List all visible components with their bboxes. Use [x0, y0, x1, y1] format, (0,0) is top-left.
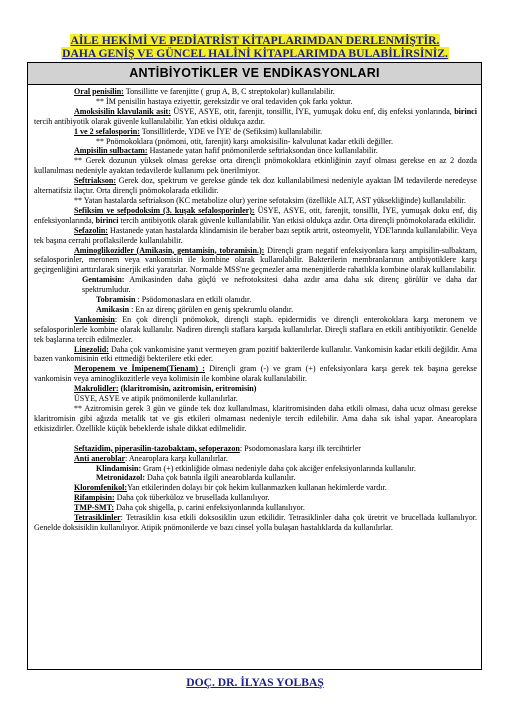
text-klindamisin: Gram (+) etkinliğide olması nedeniyle daha çok akciğer enfeksiyonlarında kullanılır.	[141, 463, 416, 473]
text-rifampisin: Daha çok tüberküloz ve brusellada kullanılıyor.	[114, 493, 270, 503]
text-ampisilin: Hastanede yatan hafif pnömonilerde seftriaksondan önce kullanılabilir.	[147, 146, 378, 156]
term-oral-penisilin: Oral penisilin:	[74, 87, 124, 96]
term-aminoglikozid: Aminoglikozidler (Amikasin, gentamisin, tobramisin.):	[74, 245, 265, 255]
text-sefiksim-1: ÜSYE, ASYE, otit, farenjit, tonsillit, İYE, yumuşak doku enf, diş enfeksiyonlarında,	[34, 205, 478, 225]
text-sefalosporin: Tonsillitlerde, YDE ve İYE' de (Sefiksim) kullanılabilir.	[139, 126, 323, 136]
paragraph-ampisilin	[34, 146, 477, 156]
text-anti-anaerob: : Anearoplara karşı kullanılırlar.	[125, 453, 228, 463]
text-tetrasiklin: : Tetrasiklin kısa etkili doksosiklin uzun etkilidir. Tetrasiklinler daha çok üretrit ve brucellada kullanılıyor. Genelde doksisiklin kullanılıyor. Atipik pnömonilerde ve bazı cinsel yolla bulaşan hastalıklarda da kullanılırlar.	[34, 513, 477, 532]
term-anti-anaerob: Anti aneroblar	[74, 453, 126, 463]
term-tobramisin: Tobramisin	[96, 295, 136, 305]
text-seftazidim: : Psodomonaslara karşı ilk tercihtirler	[239, 443, 361, 453]
paragraph-kloromfenikol	[34, 483, 477, 493]
term-kloromfenikol: Kloromfenikol:	[74, 483, 128, 493]
header-line-1	[0, 34, 510, 48]
text-seftriakson: Gerek doz, spektrum ve gerekse günde tek doz kullanılabilmesi nedeniyle ayaktan İM tedavilerde neredeyse alternatifsiz ilaçtır. Orta dirençli pnömokolarada etkilidir.	[34, 176, 477, 196]
section-gap	[34, 434, 477, 444]
term-sefiksim: Sefiksim ve sefpodoksim (3. kuşak sefalosporinler):	[74, 205, 255, 215]
text-amikasin: : En az direnç görülen en geniş spekrumlu olandır.	[129, 304, 294, 314]
text-linezolid: Daha çok vankomisine yanıt vermeyen gram pozitif bakterilerde kullanılır. Vankomisin kadar etkili değildir. Ama bazen vankomisinin etki ettmediği bekterilere etki eder.	[34, 344, 477, 364]
paragraph-rifampisin	[34, 493, 477, 503]
term-makrolid: Makrolidler:	[74, 384, 119, 394]
paragraph-aminoglikozid	[34, 246, 477, 276]
term-seftriakson: Seftriakson:	[74, 176, 117, 186]
page-title: ANTİBİYOTİKLER VE ENDİKASYONLARI	[129, 66, 380, 80]
note-sefalosporin: ** Pnömokoklara (pnömoni, otit, farenjit) karşı amoksisilin- kalvulunat kadar etkili değiller.	[96, 136, 394, 146]
paragraph-amikasin	[34, 305, 477, 315]
text-tobramisin: : Psödomonaslara en etkili olanıdır.	[135, 295, 252, 305]
paragraph-gentamisin	[34, 275, 477, 295]
term-seftazidim: Seftazidim, piperasilin-tazobaktam, sefoperazon	[74, 443, 240, 453]
text-kloromfenikol: Yan etkilerinden dolayı bir çok hekim kullanmazken kullanan hekimlerde vardır.	[127, 483, 387, 493]
document-body	[34, 87, 477, 533]
paragraph-oral-penisilin	[34, 87, 477, 97]
term-gentamisin: Gentamisin:	[82, 275, 125, 285]
header-banner	[0, 0, 510, 62]
paragraph-tetrasiklin	[34, 513, 477, 533]
text-sefiksim-2: tercih antibiyotik olarak güvenle kullanılabilir. Yan etkisi oldukça azdır. Orta dirençli pnömokolarada etkilidir.	[118, 215, 476, 225]
term-tetrasiklin: Tetrasiklinler	[74, 513, 121, 523]
note-oral-penisilin: ** İM penisilin hastaya eziyettir, gereksizdir ve oral tedaviden çok farkı yoktur.	[96, 96, 353, 106]
note-ampisilin: ** Gerek dozunun yüksek olması gerekse orta dirençli pnömokoklara etkinliğinin zayıf olması gerekse en az 2 dozda kullanılması nedeniyle ayaktan tedavilerde kullanımı pek önerilmiyor.	[34, 156, 477, 176]
paragraph-sefalosporin	[34, 127, 477, 137]
text-sefiksim-bold: birinci	[95, 215, 119, 225]
term-ampisilin: Ampisilin sulbactam:	[74, 146, 148, 156]
text-metronidazol: Daha çok batınla ilgili anearoblarda kullanılır.	[145, 473, 296, 483]
text-meropenem: Dirençli gram (-) ve gram (+) enfeksiyonlara karşı gerek tek başına gerekse vankomisin veya aminoglikozitlerle veya kolimisin ile kombine olarak kullanılabilir.	[34, 364, 477, 384]
text-amoksisilin-bold: birinci	[454, 106, 477, 116]
text-tmp-smt: Daha çok shigella, p. carini enfeksiyonlarında kullanılıyor.	[114, 503, 305, 513]
note-makrolid: ** Azitromisin gerek 3 gün ve günde tek doz kullanılması, klaritromisinden daha etkili olması, daha ucuz olması gerekse klaritromisin gibi ağızda metalik tat ve gis etkileri olmaması nedeniyle tercih edilebilir. Ama daha sık ishal yapar. Anearoplara etkisizdirler. Özellikle küçük bebeklerde ishale dikkat edilmelidir.	[34, 404, 477, 433]
paragraph-seftazidim	[34, 444, 477, 454]
term-vankomisin: Vankomisin	[74, 314, 115, 324]
document-frame	[27, 62, 482, 670]
note-seftriakson: ** Yatan hastalarda seftriakson (KC metabolize olur) yerine sefotaksim (özellikle ALT, AST yüksekliğinde) kullanılabilir.	[74, 195, 466, 205]
text-amoksisilin-2: tercih antibiyotik olarak güvenle kullanılabilir. Yan etkisi oldukça azdır.	[34, 116, 265, 126]
term-meropenem: Meropenem ve İmipenem(Tienam) :	[74, 364, 205, 374]
term-tmp-smt: TMP-SMT:	[74, 503, 115, 513]
term-rifampisin: Rifampisin:	[74, 493, 115, 503]
header-line-2-text: DAHA GENİŞ VE GÜNCEL HALİNİ KİTAPLARIMDA BULABİLİRSİNİZ.	[62, 47, 448, 60]
paragraph-tobramisin	[34, 295, 477, 305]
term-linezolid: Linezolid:	[74, 344, 109, 354]
paragraph-makrolid	[34, 384, 477, 394]
paragraph-sefiksim	[34, 206, 477, 226]
text-oral-penisilin: Tonsillitte ve farenjitte ( grup A, B, C streptokolar) kullanılabilir.	[123, 87, 335, 96]
paragraph-metronidazol	[34, 473, 477, 483]
line-makrolid: ÜSYE, ASYE ve atipik pnömonilerde kullanılırlar.	[74, 394, 238, 404]
author-signature: DOÇ. DR. İLYAS YOLBAŞ	[186, 676, 324, 689]
term-klindamisin: Klindamisin:	[96, 463, 142, 473]
paragraph-vankomisin	[34, 315, 477, 345]
term-metronidazol: Metronidazol:	[96, 473, 146, 483]
term-amoksisilin: Amoksisilin klavulanik asit:	[74, 106, 171, 116]
text-vankomisin: : En çok dirençli pnömokok, dirençli staph. epidermidis ve dirençli enterokoklara karşı meronem ve sefalosporinlerle kombine olarak kullanılır. Nadiren dirençli staflara karşıda kullanılırlar. Direçli staflara en etkili antibiyotiktir. Genelde tek başlarına tercih edilmezler.	[34, 314, 477, 344]
paragraph-linezolid	[34, 345, 477, 365]
paragraph-sefazolin	[34, 226, 477, 246]
paragraph-tmp-smt	[34, 503, 477, 513]
paragraph-amoksisilin	[34, 107, 477, 127]
text-sefazolin: Hastanede yatan hastalarda klindamisin ile beraber bazı septik artrit, osteomyelit, YDE'larında kullanılabilir. Veya tek başına cerrahi proflaksilerde kullanılabilir.	[34, 225, 477, 245]
term-sefalosporin: 1 ve 2 sefalosporin:	[74, 126, 140, 136]
paragraph-seftriakson	[34, 176, 477, 196]
text-amoksisilin-1: ÜSYE, ASYE, otit, farenjit, tonsillit, İYE, yumuşak doku enf, diş enfeksi yonlarında,	[170, 106, 455, 116]
paragraph-klindamisin	[34, 464, 477, 474]
term-sefazolin: Sefazolin:	[74, 225, 108, 235]
paragraph-meropenem	[34, 364, 477, 384]
header-line-1-text: AİLE HEKİMİ VE PEDİATRİST KİTAPLARIMDAN DERLENMİŞTİR.	[70, 34, 440, 47]
text-aminoglikozid: Dirençli gram negatif enfeksiyonlara karşı ampisilin-sulbaktam, sefalosporinler, meronem veya vankomisin ile kombine olarak kullanılabilir. Bakterilerin membranlarının antibiyotiklere karşı geçirgenliğini arttırılarak sinerjik etki yaratırlar. Normalde MSS'ne geçmezler ama menenjitlerde rahatlıkla kombine olarak kullanılabilir.	[34, 245, 477, 275]
text-makrolid: (klaritromisin, azitromisin, eritromisin)	[118, 384, 257, 394]
paragraph-anti-anaerob	[34, 454, 477, 464]
text-gentamisin: Amikasinden daha güçlü ve nefrotoksitesi daha azdır ama daha sık direnç görülür ve daha dar spektrumludur.	[82, 275, 477, 295]
header-line-2	[0, 47, 510, 61]
term-amikasin: Amikasin	[96, 304, 130, 314]
title-bar	[28, 63, 481, 85]
